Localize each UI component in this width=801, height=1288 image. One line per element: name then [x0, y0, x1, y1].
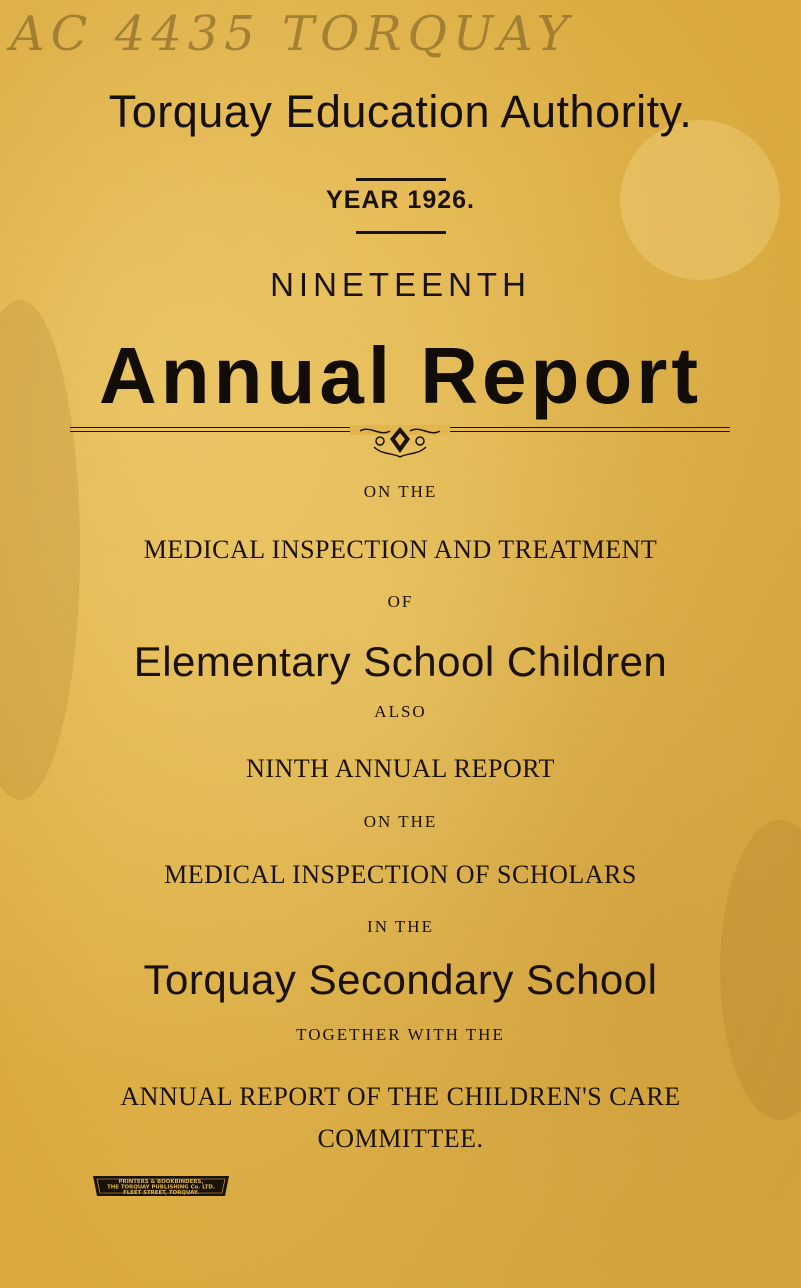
year-bottom-rule — [356, 231, 446, 234]
imprint-line-3: FLEET STREET, TORQUAY. — [123, 1190, 199, 1196]
authority-name: Torquay Education Authority. — [108, 86, 693, 137]
subject-medical-inspection-treatment: MEDICAL INSPECTION AND TREATMENT — [143, 535, 658, 564]
report-year: YEAR 1926. — [326, 186, 475, 214]
report-ordinal: NINETEENTH — [270, 266, 531, 303]
imprint-line-1: PRINTERS & BOOKBINDERS, — [118, 1179, 204, 1185]
childrens-care-committee-line-2: COMMITTEE. — [317, 1124, 484, 1153]
report-title: Annual Report — [98, 331, 703, 420]
in-the-label: IN THE — [367, 917, 434, 936]
handwritten-pencil-note — [0, 0, 801, 80]
on-the-1: ON THE — [363, 482, 438, 501]
subject-medical-inspection-scholars: MEDICAL INSPECTION OF SCHOLARS — [164, 860, 637, 889]
childrens-care-committee-line-1: ANNUAL REPORT OF THE CHILDREN'S CARE — [120, 1082, 681, 1111]
together-with-the: TOGETHER WITH THE — [296, 1025, 505, 1044]
imprint-line-2: THE TORQUAY PUBLISHING Co. LTD. — [107, 1184, 215, 1191]
subject-elementary-school-children: Elementary School Children — [133, 638, 668, 685]
of-label: OF — [387, 592, 414, 611]
year-top-rule — [356, 178, 446, 181]
on-the-2: ON THE — [363, 812, 438, 831]
torquay-secondary-school: Torquay Secondary School — [143, 956, 658, 1003]
also-label: ALSO — [374, 702, 427, 721]
ninth-annual-report: NINTH ANNUAL REPORT — [246, 754, 555, 783]
printers-ornament-icon — [350, 425, 450, 459]
svg-text:AC 4435 TORQUAY: AC 4435 TORQUAY — [10, 6, 575, 62]
printers-imprint-logo — [91, 1172, 231, 1200]
